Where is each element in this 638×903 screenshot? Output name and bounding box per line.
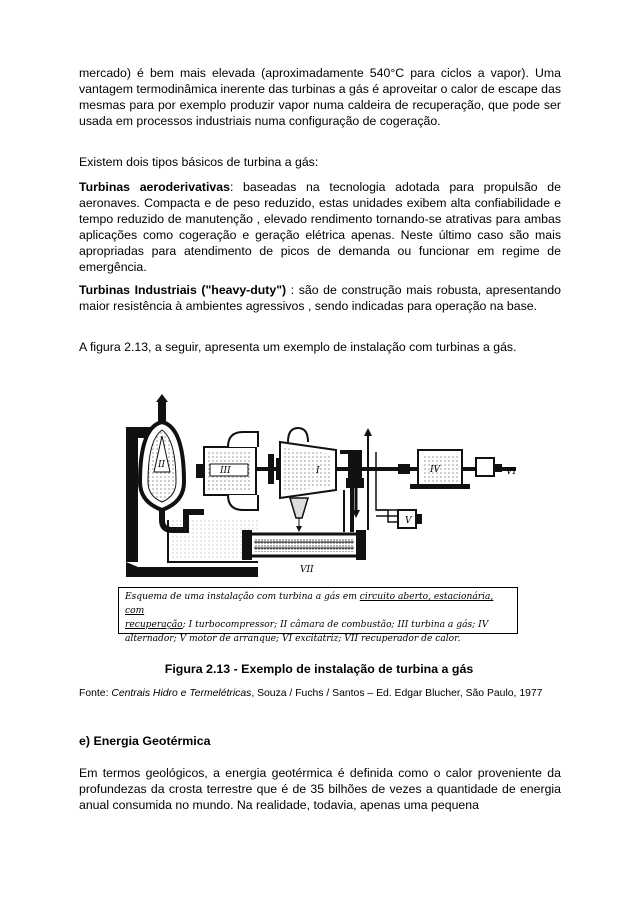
legend-line1-underlined: circuito aberto, estacionária, com xyxy=(125,592,494,616)
alternator xyxy=(398,450,470,489)
paragraph-heavy-duty xyxy=(79,283,561,315)
text-heavy-duty: : são de construção mais robusta, apresentando maior resistência à ambientes agressivos , sendo indicadas para operação na base. xyxy=(79,283,562,313)
label-vii: VII xyxy=(300,565,314,575)
legend-line1a: Esquema de uma instalação com turbina a gás em xyxy=(125,592,360,602)
paragraph-geothermal: Em termos geológicos, a energia geotérmica é definida como o calor proveniente da profundezas da crosta terrestre que é de 35 bilhões de vezes a quantidade de energia anual consumida no mundo. Na realidade, todavia, apenas uma pequena xyxy=(79,766,561,812)
label-i: I xyxy=(316,466,320,476)
paragraph-figure-ref: A figura 2.13, a seguir, apresenta um exemplo de instalação com turbinas a gás. xyxy=(79,340,517,354)
section-title: e) Energia Geotérmica xyxy=(79,734,211,748)
label-iii: III xyxy=(220,466,231,476)
label-ii: II xyxy=(158,460,166,470)
turbine xyxy=(196,432,258,510)
term-aeroderivative: Turbinas aeroderivativas xyxy=(79,180,230,194)
source-prefix: Fonte: xyxy=(79,688,112,699)
figure-caption: Figura 2.13 - Exemplo de instalação de turbina a gás xyxy=(164,662,474,676)
exciter xyxy=(476,458,516,477)
legend-line2b: ; I turbocompressor; II câmara de combustão; III turbina a gás; IV xyxy=(182,620,489,630)
source-rest: , Souza / Fuchs / Santos – Ed. Edgar Blucher, São Paulo, 1977 xyxy=(251,688,543,699)
text-aeroderivative: : baseadas na tecnologia adotada para propulsão de aeronaves. Compacta e de peso reduzido, estas unidades exibem alta confiabilidade e tempo reduzido de manutenção , elevado rendimento tornando-se atrativas para ambas aplicações como cogeração e geração elétrica apenas. Neste último caso são mais apropriadas para atendimento de picos de demanda ou funcionar em regime de emergência. xyxy=(79,180,561,274)
starter-motor xyxy=(376,510,422,528)
combustion-chamber xyxy=(140,394,184,510)
figure-source xyxy=(79,688,569,699)
heat-recuperator xyxy=(242,530,366,575)
label-v: V xyxy=(405,516,412,526)
figure-legend-box xyxy=(118,587,518,644)
label-iv: IV xyxy=(430,465,441,475)
legend-line2-underlined: recuperação xyxy=(125,620,183,630)
source-title: Centrais Hidro e Termelétricas xyxy=(111,688,252,699)
legend-line3: alternador; V motor de arranque; VI excitatriz; VII recuperador de calor. xyxy=(125,634,461,644)
label-vi: VI xyxy=(506,467,517,477)
paragraph-intro: mercado) é bem mais elevada (aproximadamente 540°C para ciclos a vapor). Uma vantagem termodinâmica inerente das turbinas a gás é aproveitar o calor de escape das mesmas para por exemplo produzir vapor numa caldeira de recuperação, que pode ser usada em processos industriais numa configuração de cogeração. xyxy=(79,66,561,128)
turbocompressor xyxy=(280,428,336,532)
paragraph-aeroderivative xyxy=(79,180,561,275)
paragraph-types: Existem dois tipos básicos de turbina a gás: xyxy=(79,155,319,169)
term-heavy-duty: Turbinas Industriais ("heavy-duty") xyxy=(79,283,287,297)
